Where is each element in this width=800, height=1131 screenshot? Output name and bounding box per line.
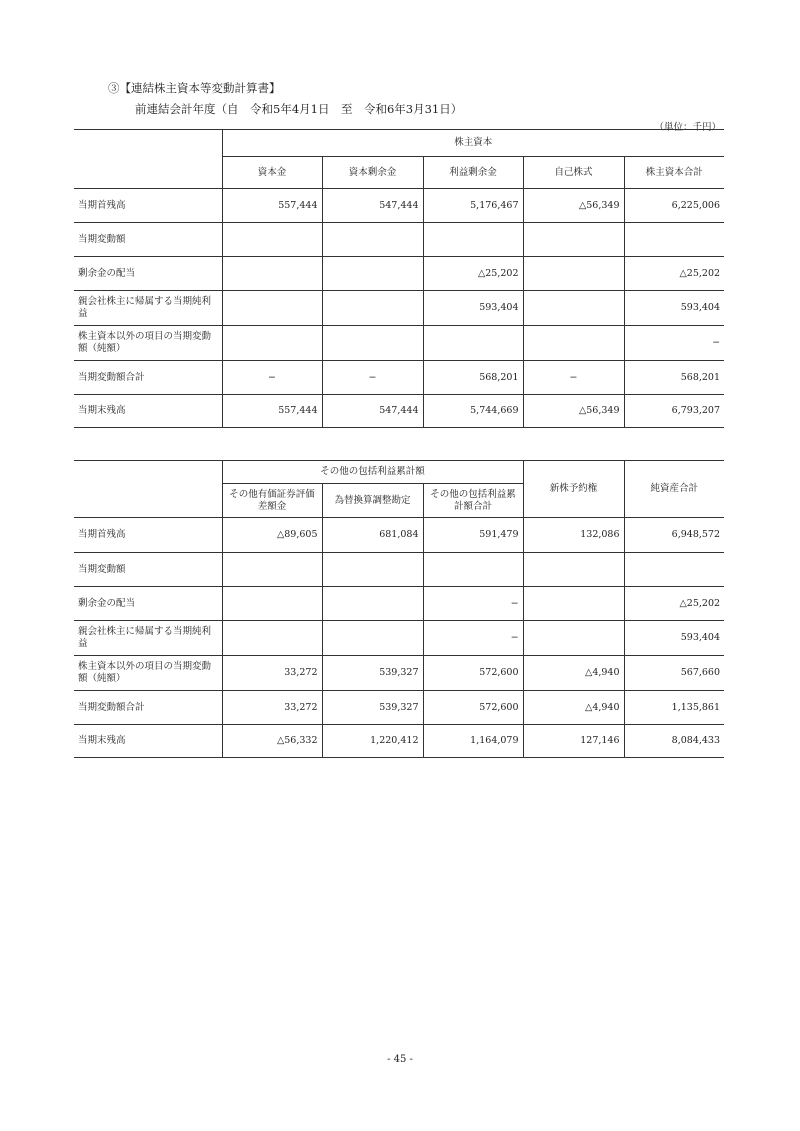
table-cell: [322, 291, 423, 326]
table-cell: 1,220,412: [322, 725, 423, 758]
table-cell: △56,349: [523, 395, 624, 428]
table-cell: △89,605: [222, 518, 322, 553]
table-cell: △25,202: [423, 257, 523, 291]
table-cell: 572,600: [423, 691, 523, 725]
table-cell: [423, 553, 523, 587]
table-row: [74, 395, 724, 428]
table-cell: −: [322, 361, 423, 395]
table-cell: 1,135,861: [624, 691, 724, 725]
table-cell: [222, 587, 322, 621]
shareholders-equity-table: [74, 129, 724, 428]
table-cell: 5,176,467: [423, 189, 523, 223]
table-row: [74, 621, 724, 656]
row-label: 株主資本以外の項目の当期変動額（純額）: [74, 326, 222, 361]
table-cell: 593,404: [624, 291, 724, 326]
table-cell: 8,084,433: [624, 725, 724, 758]
table-row: [74, 553, 724, 587]
table-cell: △25,202: [624, 257, 724, 291]
table-cell: [624, 553, 724, 587]
table-cell: [523, 223, 624, 257]
column-header: 利益剰余金: [423, 157, 523, 189]
table-cell: 127,146: [523, 725, 624, 758]
table-cell: [322, 223, 423, 257]
table-row: [74, 223, 724, 257]
row-label: 当期末残高: [74, 395, 222, 428]
table-cell: [423, 223, 523, 257]
row-label: 当期首残高: [74, 518, 222, 553]
table-cell: [322, 587, 423, 621]
table-row: [74, 656, 724, 691]
table-cell: 547,444: [322, 395, 423, 428]
table-cell: △56,332: [222, 725, 322, 758]
column-header: 資本剰余金: [322, 157, 423, 189]
table-cell: [222, 621, 322, 656]
comprehensive-income-table: [74, 460, 724, 758]
row-label: 親会社株主に帰属する当期純利益: [74, 621, 222, 656]
column-header: その他有価証券評価差額金: [222, 484, 322, 518]
column-header: 自己株式: [523, 157, 624, 189]
unit-label: （単位：千円）: [654, 122, 721, 133]
table-cell: [222, 291, 322, 326]
table-cell: 539,327: [322, 691, 423, 725]
table-row: [74, 518, 724, 553]
period-subheading: 前連結会計年度（自 令和5年4月1日 至 令和6年3月31日）: [135, 102, 463, 116]
table-cell: [322, 553, 423, 587]
table-row: [74, 725, 724, 758]
table-cell: △56,349: [523, 189, 624, 223]
table-row: [74, 189, 724, 223]
group-header: 株主資本: [222, 130, 724, 157]
table-cell: 132,086: [523, 518, 624, 553]
table-cell: △25,202: [624, 587, 724, 621]
table-cell: [523, 621, 624, 656]
table-cell: [523, 326, 624, 361]
table-cell: 5,744,669: [423, 395, 523, 428]
column-header: 為替換算調整勘定: [322, 484, 423, 518]
table-cell: [624, 223, 724, 257]
row-label: 当期末残高: [74, 725, 222, 758]
table-cell: 33,272: [222, 691, 322, 725]
row-label: 株主資本以外の項目の当期変動額（純額）: [74, 656, 222, 691]
table-cell: −: [523, 361, 624, 395]
table-cell: 681,084: [322, 518, 423, 553]
table-cell: 557,444: [222, 395, 322, 428]
row-label: 剰余金の配当: [74, 587, 222, 621]
table-cell: 568,201: [423, 361, 523, 395]
table-cell: [222, 223, 322, 257]
table-cell: −: [423, 587, 523, 621]
row-label: 当期変動額: [74, 553, 222, 587]
table-cell: [322, 257, 423, 291]
table-cell: 567,660: [624, 656, 724, 691]
table-cell: 593,404: [423, 291, 523, 326]
table-row: [74, 691, 724, 725]
row-label: 剰余金の配当: [74, 257, 222, 291]
page-number: - 45 -: [387, 1054, 413, 1065]
table-row: [74, 361, 724, 395]
table-cell: 568,201: [624, 361, 724, 395]
corner-cell: [74, 130, 222, 189]
table-cell: 6,793,207: [624, 395, 724, 428]
table-cell: 6,225,006: [624, 189, 724, 223]
table-cell: [523, 291, 624, 326]
table-cell: 591,479: [423, 518, 523, 553]
table-cell: 557,444: [222, 189, 322, 223]
table-cell: [423, 326, 523, 361]
table-row: [74, 257, 724, 291]
table-cell: −: [222, 361, 322, 395]
corner-cell: [74, 461, 222, 518]
row-label: 親会社株主に帰属する当期純利益: [74, 291, 222, 326]
column-header: 株主資本合計: [624, 157, 724, 189]
table-cell: △4,940: [523, 691, 624, 725]
table-cell: 539,327: [322, 656, 423, 691]
table-row: [74, 587, 724, 621]
table-row: [74, 326, 724, 361]
row-label: 当期首残高: [74, 189, 222, 223]
table-cell: 33,272: [222, 656, 322, 691]
table-cell: 593,404: [624, 621, 724, 656]
table-cell: 547,444: [322, 189, 423, 223]
table-cell: 6,948,572: [624, 518, 724, 553]
table-cell: [222, 257, 322, 291]
table-cell: [222, 553, 322, 587]
table-cell: [322, 326, 423, 361]
table-cell: [523, 257, 624, 291]
row-label: 当期変動額: [74, 223, 222, 257]
table-cell: −: [624, 326, 724, 361]
table-cell: 1,164,079: [423, 725, 523, 758]
column-header: 資本金: [222, 157, 322, 189]
table-cell: [322, 621, 423, 656]
table-cell: [222, 326, 322, 361]
table-cell: [523, 553, 624, 587]
section-heading: ③【連結株主資本等変動計算書】: [108, 81, 281, 95]
table-row: [74, 291, 724, 326]
table-cell: [523, 587, 624, 621]
table-cell: 572,600: [423, 656, 523, 691]
table-cell: −: [423, 621, 523, 656]
column-header: その他の包括利益累計額合計: [423, 484, 523, 518]
table-cell: △4,940: [523, 656, 624, 691]
column-header: 純資産合計: [624, 461, 724, 518]
column-header: 新株予約権: [523, 461, 624, 518]
row-label: 当期変動額合計: [74, 361, 222, 395]
row-label: 当期変動額合計: [74, 691, 222, 725]
group-header: その他の包括利益累計額: [222, 461, 523, 484]
